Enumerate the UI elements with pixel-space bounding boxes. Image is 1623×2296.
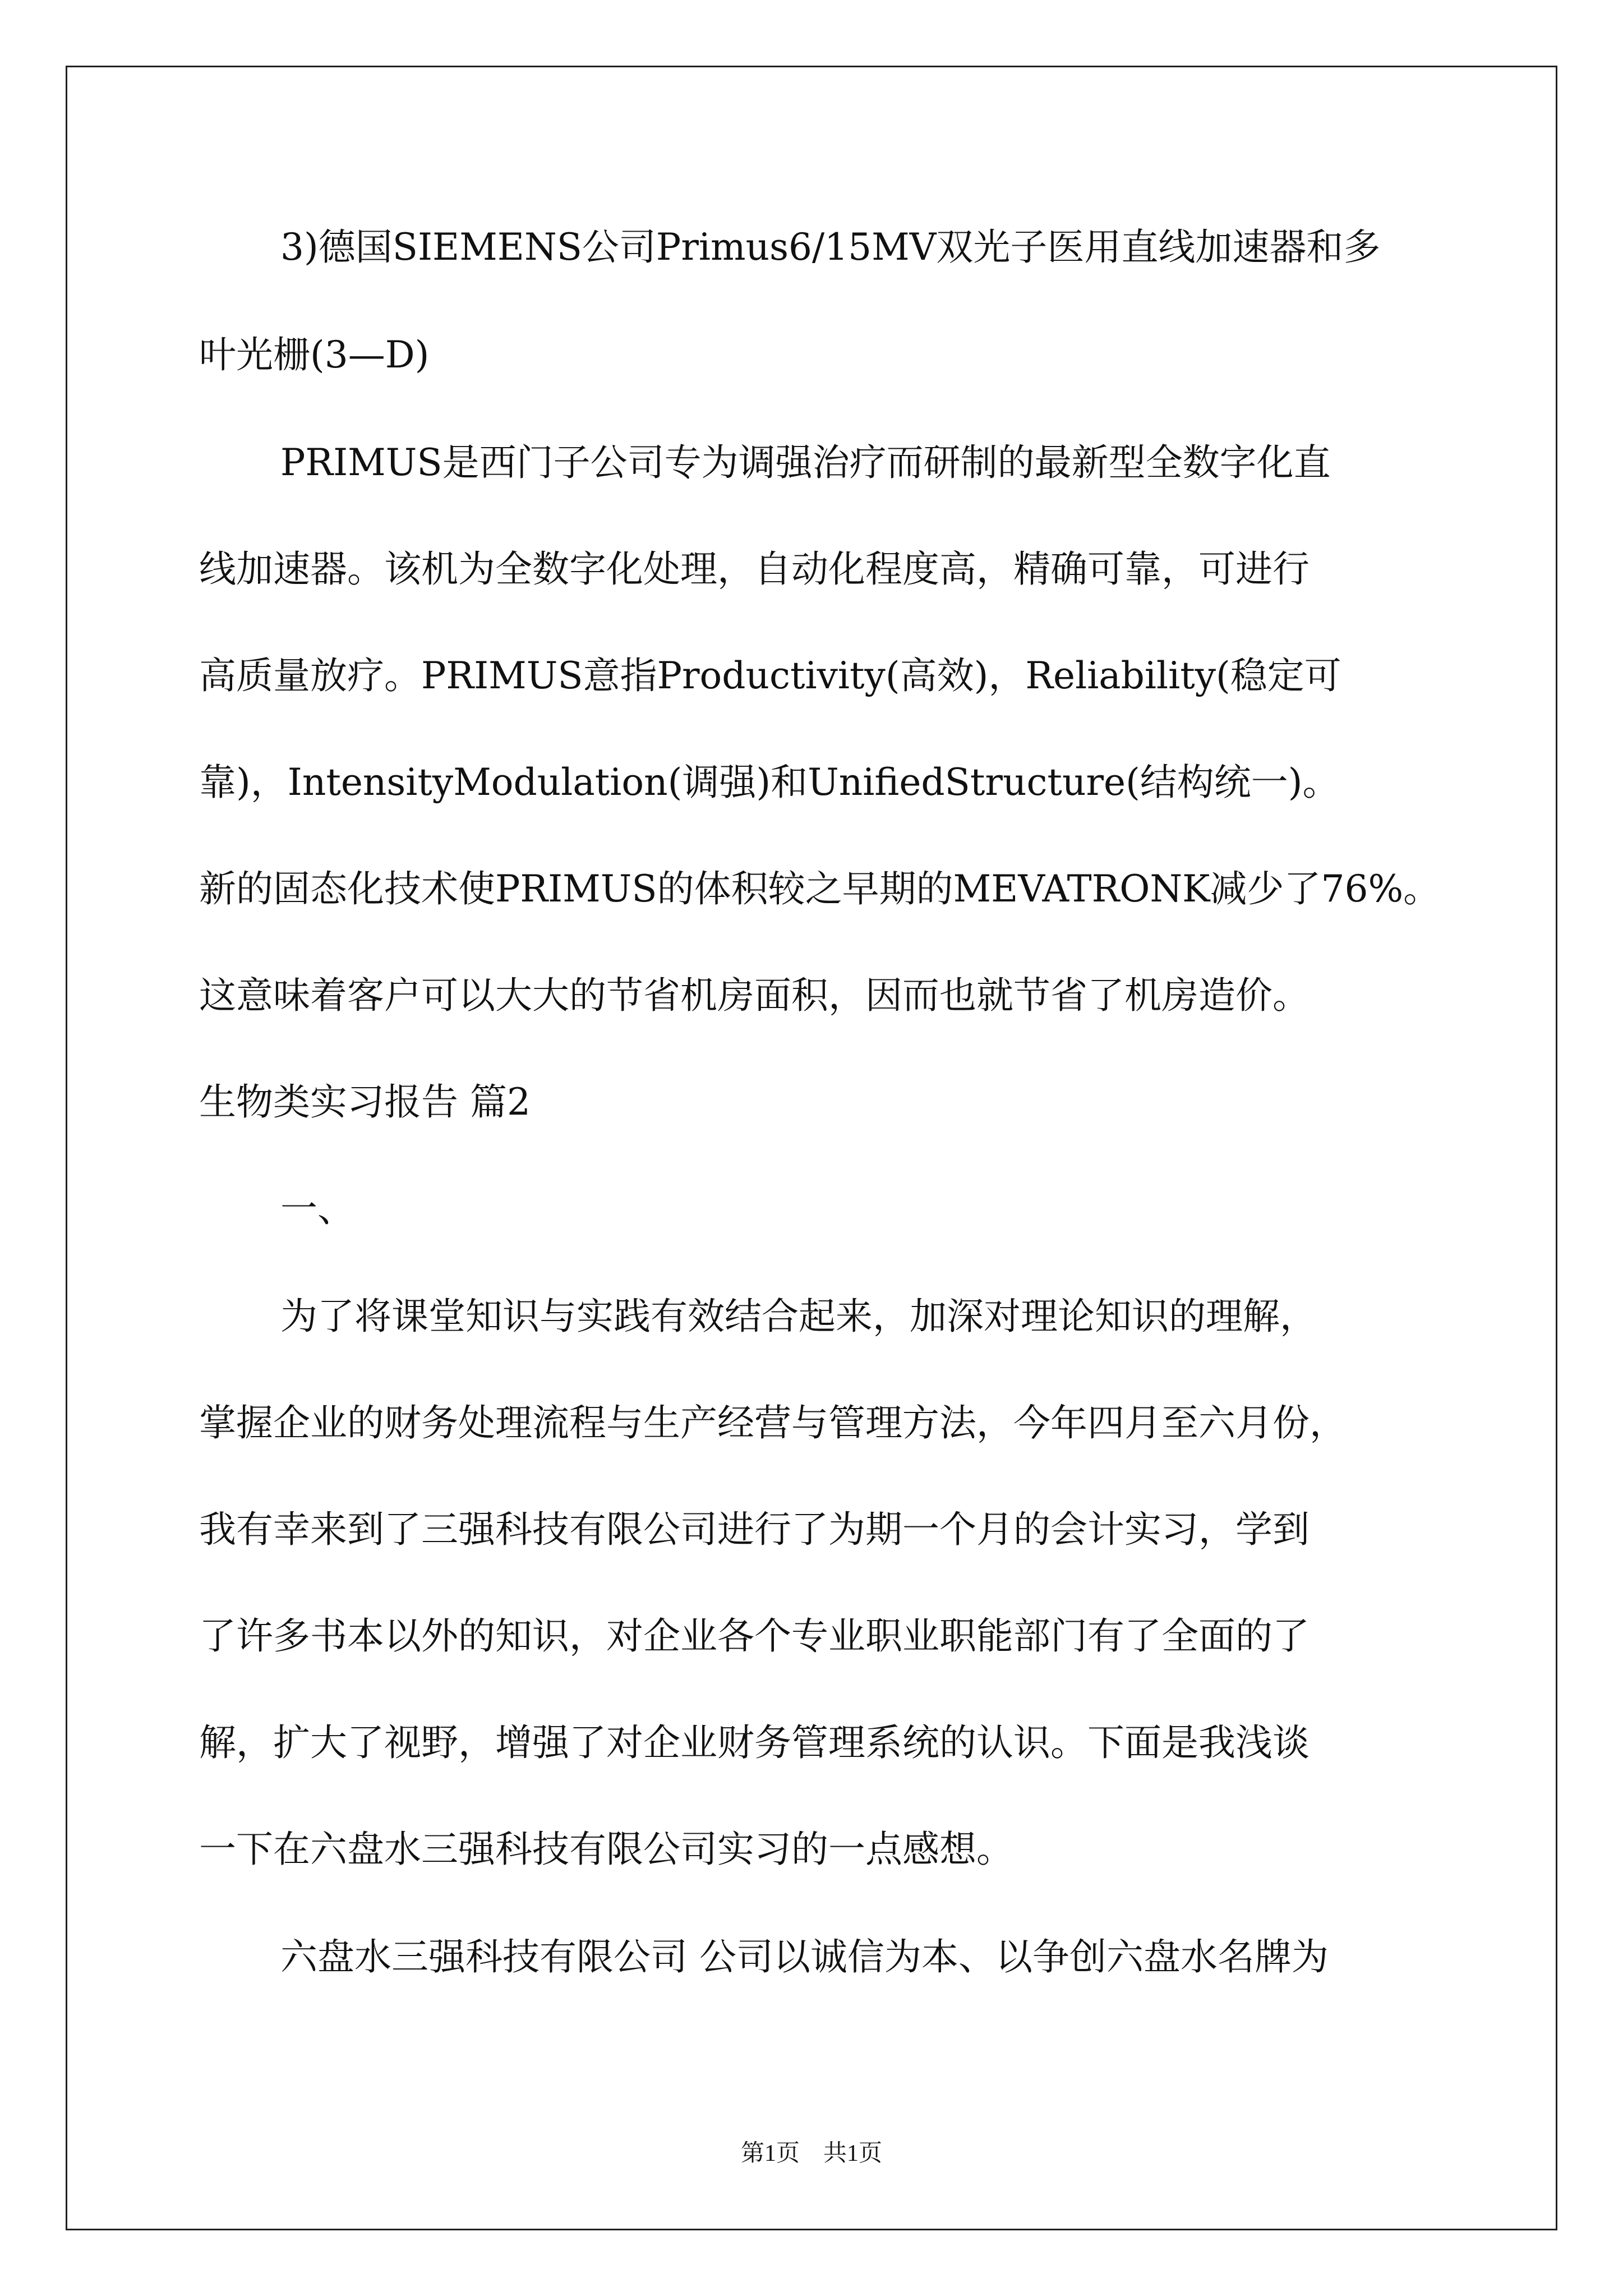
page-border xyxy=(66,66,1557,2230)
paragraph-line: 了许多书本以外的知识，对企业各个专业职业职能部门有了全面的了 xyxy=(199,1614,1310,1658)
paragraph-line: 掌握企业的财务处理流程与生产经营与管理方法，今年四月至六月份， xyxy=(199,1401,1347,1444)
paragraph-line: 线加速器。该机为全数字化处理，自动化程度高，精确可靠，可进行 xyxy=(199,547,1310,591)
paragraph-line: 一下在六盘水三强科技有限公司实习的一点感想。 xyxy=(199,1828,1013,1871)
paragraph-line: 3)德国SIEMENS公司Primus6/15MV双光子医用直线加速器和多 xyxy=(280,226,1381,269)
section-heading: 生物类实习报告 篇2 xyxy=(199,1080,531,1124)
paragraph-line: 我有幸来到了三强科技有限公司进行了为期一个月的会计实习，学到 xyxy=(199,1508,1310,1551)
paragraph-line: 解，扩大了视野，增强了对企业财务管理系统的认识。下面是我浅谈 xyxy=(199,1721,1310,1764)
paragraph-line: 高质量放疗。PRIMUS意指Productivity(高效)，Reliability(稳定可 xyxy=(199,654,1341,697)
page-footer: 第1页 共1页 xyxy=(740,2141,882,2166)
paragraph-line: 六盘水三强科技有限公司 公司以诚信为本、以争创六盘水名牌为 xyxy=(280,1935,1329,1978)
paragraph-line: PRIMUS是西门子公司专为调强治疗而研制的最新型全数字化直 xyxy=(280,441,1331,484)
paragraph-line: 这意味着客户可以大大的节省机房面积，因而也就节省了机房造价。 xyxy=(199,974,1310,1017)
paragraph-line: 一、 xyxy=(280,1187,354,1230)
paragraph-line: 为了将课堂知识与实践有效结合起来，加深对理论知识的理解， xyxy=(280,1295,1317,1338)
paragraph-line: 新的固态化技术使PRIMUS的体积较之早期的MEVATRONK减少了76%。 xyxy=(199,867,1441,910)
paragraph-line: 靠)，IntensityModulation(调强)和UnifiedStructure(结构统一)。 xyxy=(199,761,1340,804)
paragraph-line: 叶光栅(3—D) xyxy=(199,333,430,376)
